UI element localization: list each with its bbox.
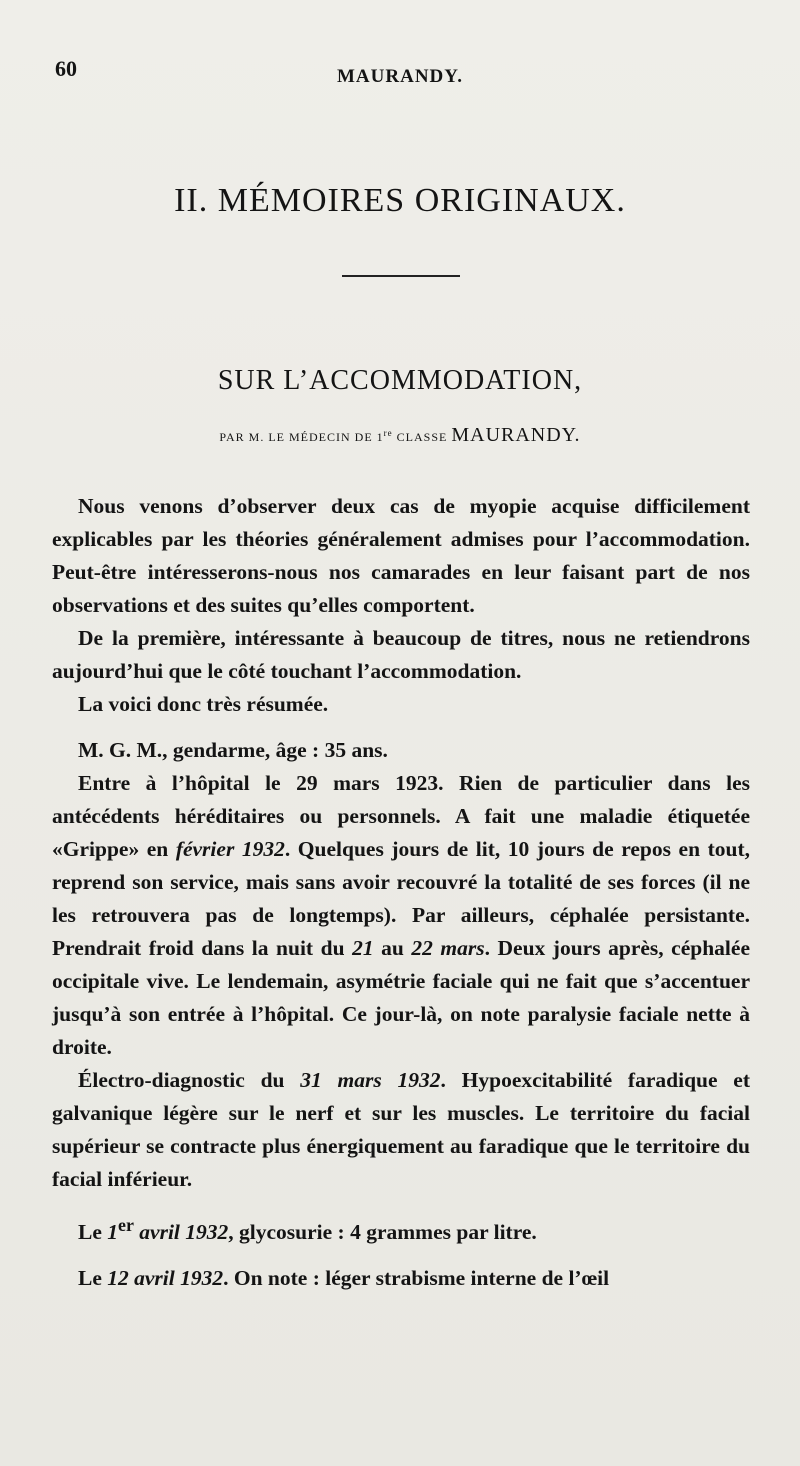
history-date-1: février 1932 — [175, 837, 285, 861]
paragraph-glycosuria — [52, 1209, 750, 1249]
paragraph-intro: Nous venons d’observer deux cas de myopie acquise difficilement explicables par les théories généralement admises pour l’accommodation. Peut-être intéresserons-nous nos camarades en leur faisant part de nos observations et des suites qu’elles comportent. — [52, 494, 750, 617]
paragraph-summary: La voici donc très résumée. — [78, 692, 329, 716]
history-date-3: 22 mars — [411, 936, 485, 960]
byline-ordinal: re — [383, 428, 393, 438]
article-byline — [0, 424, 800, 447]
glyco-text-1: Le — [78, 1220, 108, 1245]
glyco-ordinal: er — [118, 1215, 134, 1235]
paragraph-patient: M. G. M., gendarme, âge : 35 ans. — [78, 738, 388, 762]
history-date-2: 21 — [352, 936, 374, 960]
glyco-date: avril 1932 — [133, 1220, 229, 1245]
paragraph-first-case: De la première, intéressante à beaucoup de titres, nous ne retiendrons aujourd’hui que le côté touchant l’accommodation. — [52, 626, 750, 683]
history-text-2: . Quelques jours de lit, 10 jours de repos en tout, reprend son service, mais sans avoir recouvré la totalité de ses forces (il ne les retrouvera pas de longtemps). Par ailleurs, céphalée persistante. Prendrait froid dans la nuit du — [52, 837, 751, 960]
byline-author: MAURANDY. — [451, 424, 581, 446]
history-text-3: au — [373, 936, 412, 960]
strab-text-1: Le — [78, 1266, 108, 1291]
electro-date: 31 mars 1932 — [300, 1068, 441, 1092]
electro-text-1: Électro-diagnostic du — [78, 1068, 301, 1092]
byline-prefix: PAR M. LE MÉDECIN DE 1 — [219, 430, 384, 444]
byline-suffix: CLASSE — [392, 430, 452, 444]
page-number: 60 — [55, 56, 77, 81]
glyco-day: 1 — [107, 1220, 119, 1245]
title-divider-rule — [342, 275, 460, 277]
history-text-1: Entre à l’hôpital le 29 mars 1923. Rien de particulier dans les antécédents héréditaires ou personnels. A fait une maladie étiquetée «Grippe» en — [52, 771, 750, 861]
section-title: II. MÉMOIRES ORIGINAUX. — [174, 182, 626, 219]
strab-text-2: . On note : léger strabisme interne de l’œil — [223, 1266, 610, 1291]
strab-date: 12 avril 1932 — [107, 1266, 224, 1291]
paragraph-strabismus — [52, 1262, 750, 1295]
history-text-4: . Deux jours après, céphalée occipitale vive. Le lendemain, asymétrie faciale qui ne fait que s’accentuer jusqu’à son entrée à l’hôpital. Ce jour-là, on note paralysie faciale nette à droite. — [52, 936, 750, 1059]
paragraph-electrodiagnostic — [52, 1064, 750, 1196]
article-body — [52, 490, 750, 1295]
paragraph-history — [52, 767, 750, 1064]
glyco-text-2: , glycosurie : 4 grammes par litre. — [228, 1220, 537, 1245]
electro-text-2: . Hypoexcitabilité faradique et galvanique légère sur le nerf et sur les muscles. Le territoire du facial supérieur se contracte plus énergiquement au faradique que le territoire du facial inférieur. — [52, 1068, 750, 1191]
running-head: MAURANDY. — [337, 66, 463, 87]
article-title: SUR L’ACCOMMODATION, — [217, 365, 583, 396]
